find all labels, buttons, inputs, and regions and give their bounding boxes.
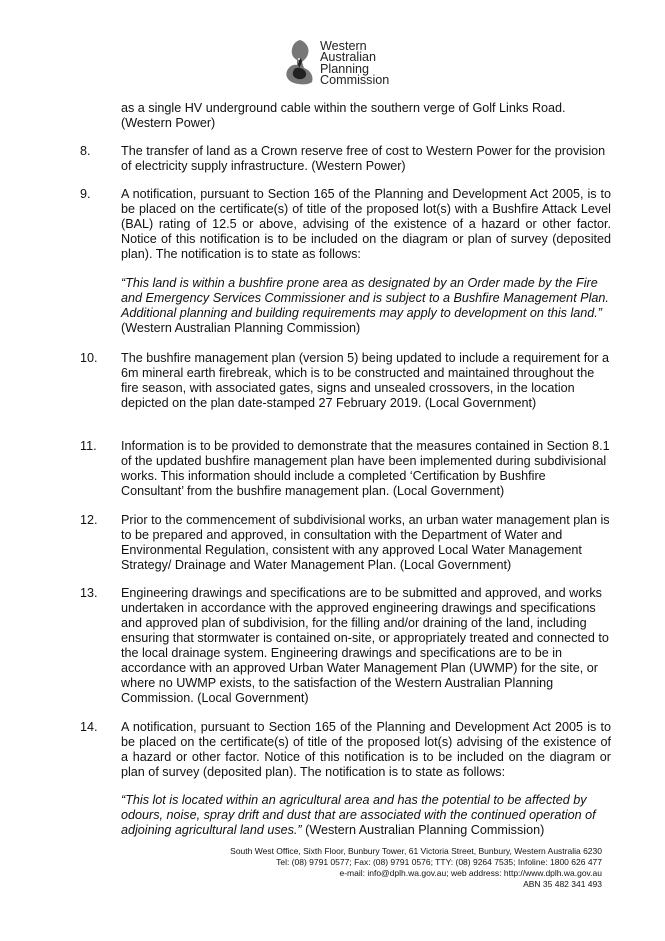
logo-line: Western [320, 39, 367, 53]
condition-text: Information is to be provided to demonstrate that the measures contained in Section 8.1 of the updated bushfire management plan have been implemented during subdivisional works. This information should include a completed ‘Certification by Bushfire Consultant’ from the bushfire management plan. (Local Government) [121, 439, 610, 498]
quote-text: “This lot is located within an agricultural area and has the potential to be affected by odours, noise, spray drift and dust that are associated with the continued operation of adjoining agricultural land uses.” [121, 793, 596, 837]
condition-number: 10. [80, 351, 98, 365]
wapc-logo [282, 38, 422, 94]
footer-phone: Tel: (08) 9791 0577; Fax: (08) 9791 0576; TTY: (08) 9264 7535; Infoline: 1800 626 477 [276, 857, 602, 867]
condition-number: 11. [80, 439, 97, 453]
quote-source: (Western Australian Planning Commission) [301, 823, 545, 837]
condition-text: A notification, pursuant to Section 165 of the Planning and Development Act 2005, is to be placed on the certificate(s) of title of the proposed lot(s) with a Bushfire Attack Level (BAL) rating of 12.5 or above, advising of the existence of a hazard or other factor. Notice of this notification is to be included on the diagram or plan of survey (deposited plan). The notification is to state as follows: [121, 187, 611, 261]
previous-condition-continuation: as a single HV underground cable within the southern verge of Golf Links Road. (Western Power) [121, 101, 566, 130]
condition-text: A notification, pursuant to Section 165 of the Planning and Development Act 2005 is to be placed on the certificate(s) of title of the proposed lot(s) advising of the existence of a hazard or other factor. Notice of this notification is to be included on the diagram or plan of survey (deposited plan). The notification is to state as follows: [121, 720, 611, 779]
condition-number: 14. [80, 720, 98, 734]
footer-email-web: e-mail: info@dplh.wa.gov.au; web address: http://www.dplh.wa.gov.au [339, 868, 602, 878]
condition-number: 12. [80, 513, 98, 527]
condition-number: 13. [80, 586, 98, 600]
condition-text: Prior to the commencement of subdivisional works, an urban water management plan is to be prepared and approved, in consultation with the Department of Water and Environmental Regulation, consistent with any approved Local Water Management Strategy/ Drainage and Water Management Plan. (Local Government) [121, 513, 610, 572]
notification-quote [121, 276, 611, 336]
footer-address: South West Office, Sixth Floor, Bunbury Tower, 61 Victoria Street, Bunbury, Western Australia 6230 [230, 846, 602, 856]
black-swan-emblem-icon [282, 38, 316, 86]
condition-text: Engineering drawings and specifications are to be submitted and approved, and works undertaken in accordance with the approved engineering drawings and specifications and approved plan of subdivision, for the filling and/or draining of the land, including ensuring that stormwater is contained on-site, or appropriately treated and connected to the local drainage system. Engineering drawings and specifications are to be in accordance with an approved Urban Water Management Plan (UWMP) for the site, or where no UWMP exists, to the satisfaction of the Western Australian Planning Commission. (Local Government) [121, 586, 609, 705]
logo-line: Commission [320, 73, 390, 88]
condition-text: The bushfire management plan (version 5) being updated to include a requirement for a 6m mineral earth firebreak, which is to be constructed and maintained throughout the fire season, with associated gates, signs and unsealed crossovers, in the location depicted on the plan date-stamped 27 February 2019. (Local Government) [121, 351, 609, 410]
condition-text: The transfer of land as a Crown reserve free of cost to Western Power for the provision of electricity supply infrastructure. (Western Power) [121, 144, 606, 173]
logo-line: Planning [320, 61, 370, 76]
condition-number: 9. [80, 187, 91, 201]
logo-wordmark [320, 41, 389, 87]
footer-abn: ABN 35 482 341 493 [523, 879, 602, 889]
logo-line: Australian [320, 50, 377, 65]
office-contact-footer [230, 846, 602, 890]
quote-text: “This land is within a bushfire prone area as designated by an Order made by the Fire and Emergency Services Commissioner and is subject to a Bushfire Management Plan. Additional planning and building requirements may apply to development on this land.” [121, 276, 609, 320]
condition-number: 8. [80, 144, 91, 158]
quote-source: (Western Australian Planning Commission) [121, 321, 361, 335]
notification-quote [121, 793, 611, 838]
